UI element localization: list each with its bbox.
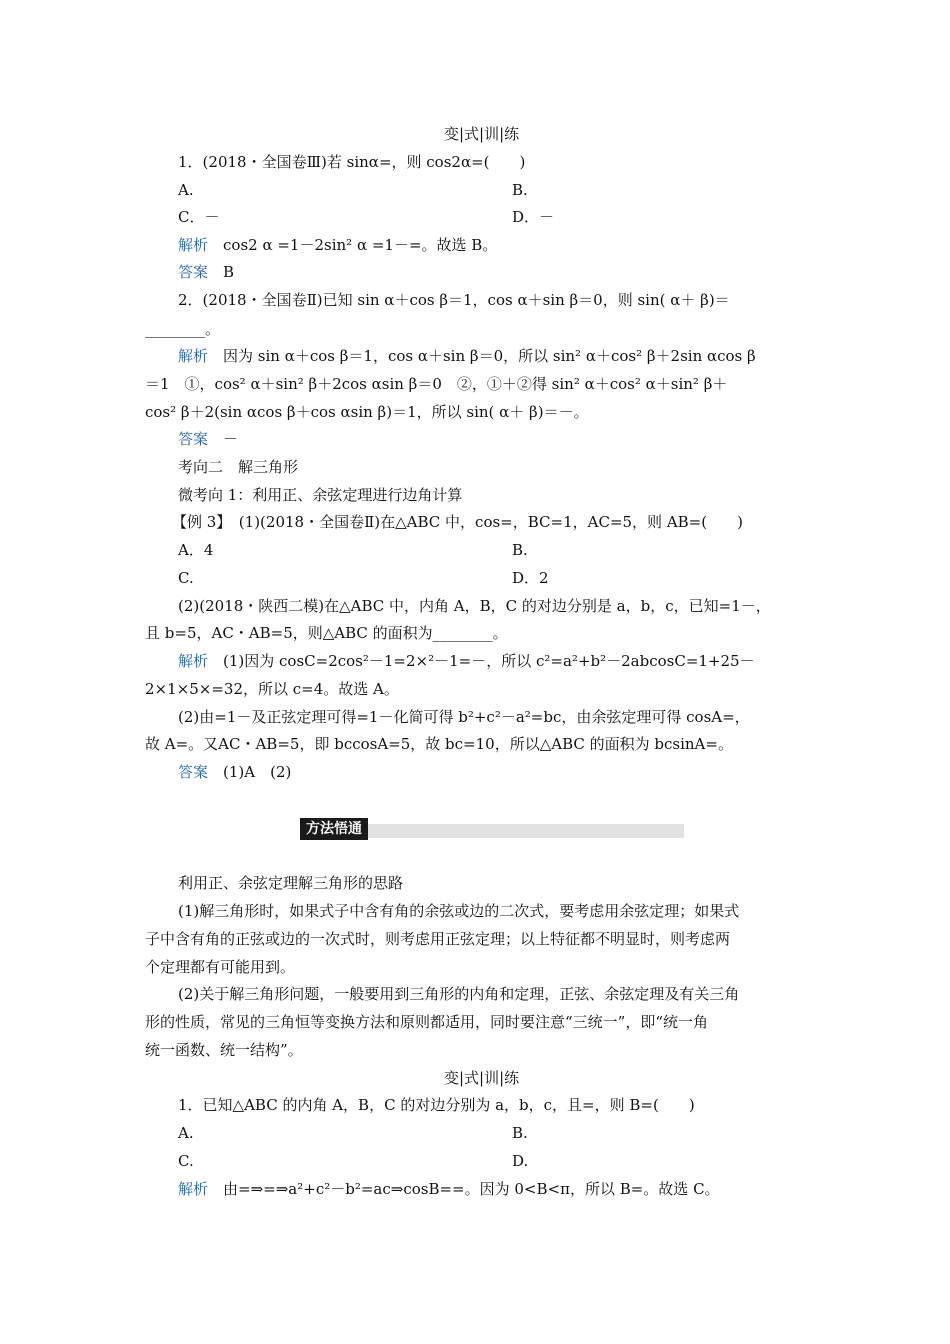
line-text: D. <box>512 1152 529 1170</box>
line-text: C. <box>178 1152 194 1170</box>
text-line <box>178 901 739 921</box>
line-text: B <box>208 263 235 281</box>
text-line <box>178 429 238 449</box>
text-line <box>178 485 462 505</box>
text-line <box>178 1095 695 1115</box>
line-text: B. <box>512 1124 528 1142</box>
text-line <box>178 346 756 366</box>
text-line <box>172 512 743 532</box>
line-text: － <box>208 430 239 448</box>
answer-label: 答案 <box>178 263 209 281</box>
line-text: D．2 <box>512 569 549 587</box>
text-line <box>512 1151 528 1171</box>
answer-label: 答案 <box>178 430 209 448</box>
text-line <box>178 707 750 727</box>
line-text: 变|式|训|练 <box>444 1069 520 1087</box>
line-text: (2)由=1－及正弦定理可得=1－化简可得 b²+c²－a²=bc，由余弦定理可得 cosA=， <box>178 708 750 726</box>
line-text: cos2 α =1－2sin² α =1－=。故选 B。 <box>208 236 498 254</box>
line-text: 由=⇒=⇒a²+c²－b²=ac⇒cosB==。因为 0<B<π，所以 B=。故选 C。 <box>208 1180 720 1198</box>
line-text: (2)关于解三角形问题，一般要用到三角形的内角和定理，正弦、余弦定理及有关三角 <box>178 985 740 1003</box>
line-text: A. <box>178 181 194 199</box>
line-text: 形的性质，常见的三角恒等变换方法和原则都适用，同时要注意“三统一”，即“统一角 <box>145 1013 709 1031</box>
line-text: 因为 sin α＋cos β＝1，cos α＋sin β＝0，所以 sin² α＋cos² β＋2sin αcos β <box>208 347 756 365</box>
line-text: 【例 3】 (1)(2018・全国卷Ⅱ)在△ABC 中，cos=，BC=1，AC=5，则 AB=( ) <box>172 513 743 531</box>
line-text: C．－ <box>178 208 220 226</box>
text-line <box>145 402 589 422</box>
text-line <box>444 124 519 144</box>
line-text: A．4 <box>178 541 214 559</box>
text-line <box>178 596 771 616</box>
answer-label: 解析 <box>178 347 209 365</box>
text-line <box>145 1040 303 1060</box>
text-line <box>178 207 219 227</box>
line-text: 故 A=。又AC・AB=5，即 bccosA=5，故 bc=10，所以△ABC 的面积为 bcsinA=。 <box>145 735 733 753</box>
answer-label: 解析 <box>178 652 209 670</box>
section-header-method <box>300 818 684 840</box>
line-text: (2)(2018・陕西二模)在△ABC 中，内角 A，B，C 的对边分别是 a，b，c，已知=1－， <box>178 597 771 615</box>
text-line <box>512 1123 528 1143</box>
text-line <box>178 235 497 255</box>
line-text: 微考向 1：利用正、余弦定理进行边角计算 <box>178 486 463 504</box>
text-line <box>178 1123 194 1143</box>
text-line <box>178 262 234 282</box>
line-text: B. <box>512 181 528 199</box>
line-text: B. <box>512 541 528 559</box>
line-text: (1)因为 cosC=2cos²－1=2×²－1=－，所以 c²=a²+b²－2abcosC=1+25－ <box>208 652 755 670</box>
text-line <box>178 651 755 671</box>
text-line <box>178 152 525 172</box>
text-line <box>512 568 549 588</box>
line-text: ＝1 ①，cos² α＋sin² β＋2cos αsin β＝0 ②，①＋②得 sin² α＋cos² α＋sin² β＋ <box>145 375 728 393</box>
line-text: D．－ <box>512 208 555 226</box>
text-line <box>178 1179 720 1199</box>
line-text: 统一函数、统一结构”。 <box>145 1041 303 1059</box>
text-line <box>145 929 730 949</box>
line-text: A. <box>178 1124 194 1142</box>
text-line <box>178 568 194 588</box>
line-text: 变|式|训|练 <box>444 125 520 143</box>
text-line <box>145 734 733 754</box>
text-line <box>512 207 554 227</box>
line-text: ________。 <box>145 320 221 338</box>
line-text: (1)A (2) <box>208 763 292 781</box>
line-text: C. <box>178 569 194 587</box>
line-text: (1)解三角形时，如果式子中含有角的余弦或边的二次式，要考虑用余弦定理；如果式 <box>178 902 740 920</box>
text-line <box>145 319 220 339</box>
line-text: 1．已知△ABC 的内角 A，B，C 的对边分别为 a，b，c，且=，则 B=( ) <box>178 1096 695 1114</box>
text-line <box>145 1012 708 1032</box>
text-line <box>444 1068 519 1088</box>
line-text: 2×1×5×=32，所以 c=4。故选 A。 <box>145 680 399 698</box>
text-line <box>512 540 528 560</box>
answer-label: 解析 <box>178 236 209 254</box>
text-line <box>145 957 295 977</box>
text-line <box>145 374 727 394</box>
line-text: 子中含有角的正弦或边的一次式时，则考虑用正弦定理；以上特征都不明显时，则考虑两 <box>145 930 731 948</box>
line-text: 利用正、余弦定理解三角形的思路 <box>178 874 404 892</box>
line-text: 2．(2018・全国卷Ⅱ)已知 sin α＋cos β＝1，cos α＋sin β＝0，则 sin( α＋ β)＝ <box>178 291 730 309</box>
section-header-label: 方法悟通 <box>300 818 368 840</box>
text-line <box>178 180 194 200</box>
line-text: cos² β＋2(sin αcos β＋cos αsin β)＝1，所以 sin( α＋ β)＝－。 <box>145 403 589 421</box>
text-line <box>178 1151 194 1171</box>
line-text: 个定理都有可能用到。 <box>145 958 296 976</box>
line-text: 且 b=5，AC・AB=5，则△ABC 的面积为________。 <box>145 624 508 642</box>
text-line <box>178 457 298 477</box>
text-line <box>178 762 291 782</box>
text-line <box>178 873 403 893</box>
text-line <box>145 623 508 643</box>
text-line <box>512 180 528 200</box>
answer-label: 解析 <box>178 1180 209 1198</box>
text-line <box>178 540 213 560</box>
text-line <box>145 679 399 699</box>
answer-label: 答案 <box>178 763 209 781</box>
line-text: 考向二 解三角形 <box>178 458 299 476</box>
text-line <box>178 290 730 310</box>
line-text: 1．(2018・全国卷Ⅲ)若 sinα=，则 cos2α=( ) <box>178 153 526 171</box>
text-line <box>178 984 739 1004</box>
